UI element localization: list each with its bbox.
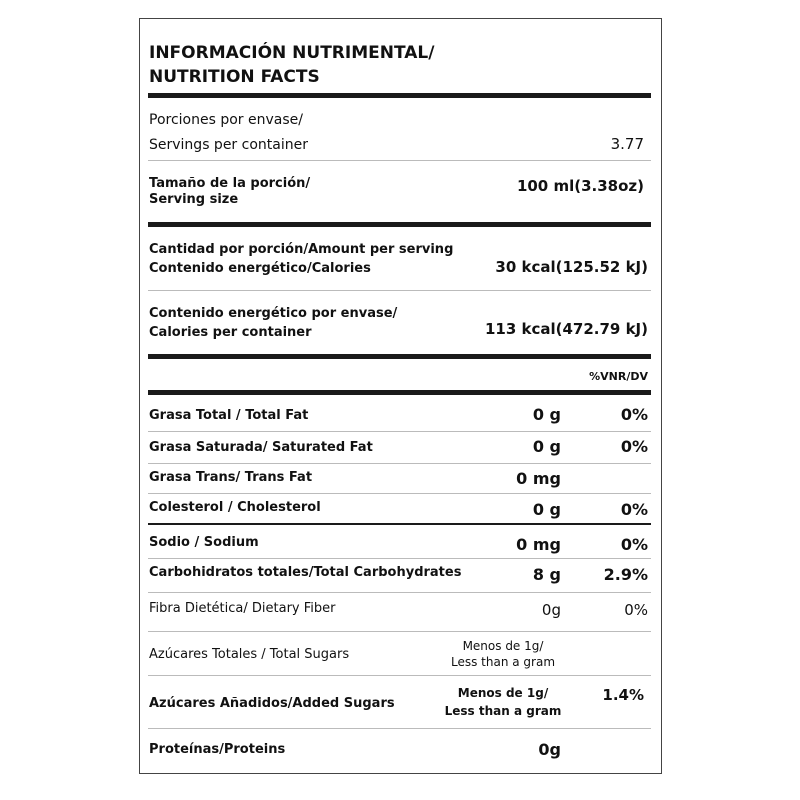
energy-container-label-2: Calories per container [149, 325, 312, 340]
energy-container-value: 113 kcal(472.79 kJ) [484, 320, 648, 338]
proteins-label: Proteínas/Proteins [149, 742, 286, 757]
energy-serving-label-1: Cantidad por porción/Amount per serving [149, 242, 454, 257]
divider-thin [148, 675, 651, 676]
trans-fat-label: Grasa Trans/ Trans Fat [149, 470, 313, 485]
added-sugars-label: Azúcares Añadidos/Added Sugars [149, 696, 395, 711]
serving-size-value: 100 ml(3.38oz) [516, 177, 644, 195]
divider-thin [148, 431, 651, 432]
servings-label-2: Servings per container [149, 137, 308, 153]
divider-thin [148, 631, 651, 632]
fiber-amount: 0g [541, 601, 561, 619]
divider-thick [148, 93, 651, 98]
cholesterol-dv: 0% [620, 500, 648, 519]
divider-thin [148, 558, 651, 559]
trans-fat-amount: 0 mg [516, 469, 561, 488]
serving-size-label-1: Tamaño de la porción/ [149, 176, 311, 191]
divider-thin [148, 493, 651, 494]
fiber-label: Fibra Dietética/ Dietary Fiber [149, 601, 336, 616]
carbohydrates-dv: 2.9% [603, 565, 648, 584]
total-fat-dv: 0% [620, 405, 648, 424]
total-fat-amount: 0 g [532, 405, 561, 424]
sodium-dv: 0% [620, 535, 648, 554]
serving-size-label-2: Serving size [149, 192, 239, 207]
added-sugars-dv: 1.4% [602, 686, 644, 704]
saturated-fat-dv: 0% [620, 437, 648, 456]
total-sugars-label: Azúcares Totales / Total Sugars [149, 647, 350, 662]
divider-medium [148, 523, 651, 525]
divider-thin [148, 728, 651, 729]
servings-label-1: Porciones por envase/ [149, 112, 303, 128]
energy-serving-value: 30 kcal(125.52 kJ) [495, 258, 648, 276]
divider-thick [148, 354, 651, 359]
sodium-label: Sodio / Sodium [149, 535, 259, 550]
cholesterol-label: Colesterol / Cholesterol [149, 500, 321, 515]
divider-thick [148, 222, 651, 227]
added-sugars-amount-1: Menos de 1g/ [457, 686, 549, 700]
servings-value: 3.77 [610, 135, 644, 153]
dv-header: %VNR/DV [589, 370, 648, 383]
proteins-amount: 0g [538, 740, 561, 759]
carbohydrates-label: Carbohidratos totales/Total Carbohydrates [149, 565, 462, 580]
cholesterol-amount: 0 g [532, 500, 561, 519]
energy-serving-label-2: Contenido energético/Calories [149, 261, 371, 276]
divider-thin [148, 592, 651, 593]
total-sugars-amount-2: Less than a gram [450, 655, 556, 669]
title-line-1: INFORMACIÓN NUTRIMENTAL/ [149, 43, 435, 63]
added-sugars-amount-2: Less than a gram [444, 704, 562, 718]
sodium-amount: 0 mg [516, 535, 561, 554]
nutrition-facts-panel [139, 18, 662, 774]
divider-thick [148, 390, 651, 395]
divider-thin [148, 160, 651, 161]
total-sugars-amount-1: Menos de 1g/ [462, 639, 544, 653]
carbohydrates-amount: 8 g [532, 565, 561, 584]
divider-thin [148, 290, 651, 291]
divider-thin [148, 463, 651, 464]
fiber-dv: 0% [624, 601, 648, 619]
title-line-2: NUTRITION FACTS [149, 67, 320, 87]
total-fat-label: Grasa Total / Total Fat [149, 408, 309, 423]
energy-container-label-1: Contenido energético por envase/ [149, 306, 398, 321]
saturated-fat-label: Grasa Saturada/ Saturated Fat [149, 440, 373, 455]
saturated-fat-amount: 0 g [532, 437, 561, 456]
